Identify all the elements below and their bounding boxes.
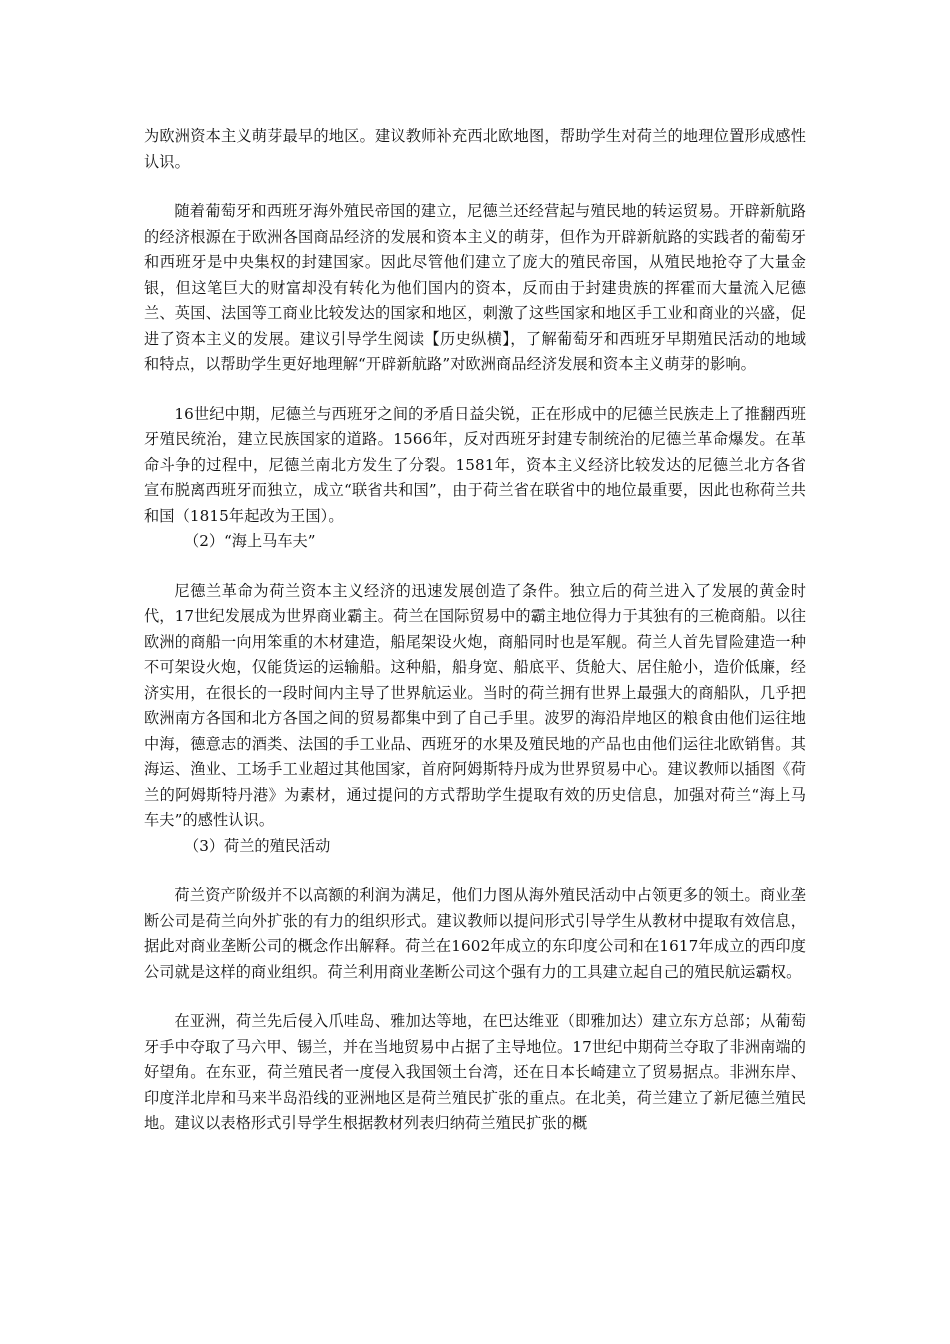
document-page [144,124,806,1137]
paragraph-1: 为欧洲资本主义萌芽最早的地区。建议教师补充西北欧地图，帮助学生对荷兰的地理位置形成感性认识。 [144,127,806,171]
paragraph-5: 荷兰资产阶级并不以高额的利润为满足，他们力图从海外殖民活动中占领更多的领土。商业垄断公司是荷兰向外扩张的有力的组织形式。建议教师以提问形式引导学生从教材中提取有效信息，据此对商业垄断公司的概念作出解释。荷兰在1602年成立的东印度公司和在1617年成立的西印度公司就是这样的商业组织。荷兰利用商业垄断公司这个强有力的工具建立起自己的殖民航运霸权。 [144,886,806,981]
paragraph-6: 在亚洲，荷兰先后侵入爪哇岛、雅加达等地，在巴达维亚（即雅加达）建立东方总部；从葡萄牙手中夺取了马六甲、锡兰，并在当地贸易中占据了主导地位。17世纪中期荷兰夺取了非洲南端的好望角。在东亚，荷兰殖民者一度侵入我国领土台湾，还在日本长崎建立了贸易据点。非洲东岸、印度洋北岸和马来半岛沿线的亚洲地区是荷兰殖民扩张的重点。在北美，荷兰建立了新尼德兰殖民地。建议以表格形式引导学生根据教材列表归纳荷兰殖民扩张的概 [144,1012,806,1132]
section-heading-3: （3）荷兰的殖民活动 [184,836,331,855]
paragraph-2: 随着葡萄牙和西班牙海外殖民帝国的建立，尼德兰还经营起与殖民地的转运贸易。开辟新航路的经济根源在于欧洲各国商品经济的发展和资本主义的萌芽，但作为开辟新航路的实践者的葡萄牙和西班牙是中央集权的封建国家。因此尽管他们建立了庞大的殖民帝国，从殖民地抢夺了大量金银，但这笔巨大的财富却没有转化为他们国内的资本，反而由于封建贵族的挥霍而大量流入尼德兰、英国、法国等工商业比较发达的国家和地区，刺激了这些国家和地区手工业和商业的兴盛，促进了资本主义的发展。建议引导学生阅读【历史纵横】，了解葡萄牙和西班牙早期殖民活动的地域和特点，以帮助学生更好地理解“开辟新航路”对欧洲商品经济发展和资本主义萌芽的影响。 [144,202,806,373]
paragraph-3: 16世纪中期，尼德兰与西班牙之间的矛盾日益尖锐，正在形成中的尼德兰民族走上了推翻西班牙殖民统治，建立民族国家的道路。1566年，反对西班牙封建专制统治的尼德兰革命爆发。在革命斗争的过程中，尼德兰南北方发生了分裂。1581年，资本主义经济比较发达的尼德兰北方各省宣布脱离西班牙而独立，成立“联省共和国”，由于荷兰省在联省中的地位最重要，因此也称荷兰共和国（1815年起改为王国）。 [144,404,806,525]
section-heading-2: （2）“海上马车夫” [184,532,316,550]
paragraph-4: 尼德兰革命为荷兰资本主义经济的迅速发展创造了条件。独立后的荷兰进入了发展的黄金时代，17世纪发展成为世界商业霸主。荷兰在国际贸易中的霸主地位得力于其独有的三桅商船。以往欧洲的商船一向用笨重的木材建造，船尾架设火炮，商船同时也是军舰。荷兰人首先冒险建造一种不可架设火炮，仅能货运的运输船。这种船，船身宽、船底平、货舱大、居住舱小，造价低廉，经济实用，在很长的一段时间内主导了世界航运业。当时的荷兰拥有世界上最强大的商船队，几乎把欧洲南方各国和北方各国之间的贸易都集中到了自己手里。波罗的海沿岸地区的粮食由他们运往地中海，德意志的酒类、法国的手工业品、西班牙的水果及殖民地的产品也由他们运往北欧销售。其海运、渔业、工场手工业超过其他国家，首府阿姆斯特丹成为世界贸易中心。建议教师以插图《荷兰的阿姆斯特丹港》为素材，通过提问的方式帮助学生提取有效的历史信息，加强对荷兰“海上马车夫”的感性认识。 [144,581,806,829]
